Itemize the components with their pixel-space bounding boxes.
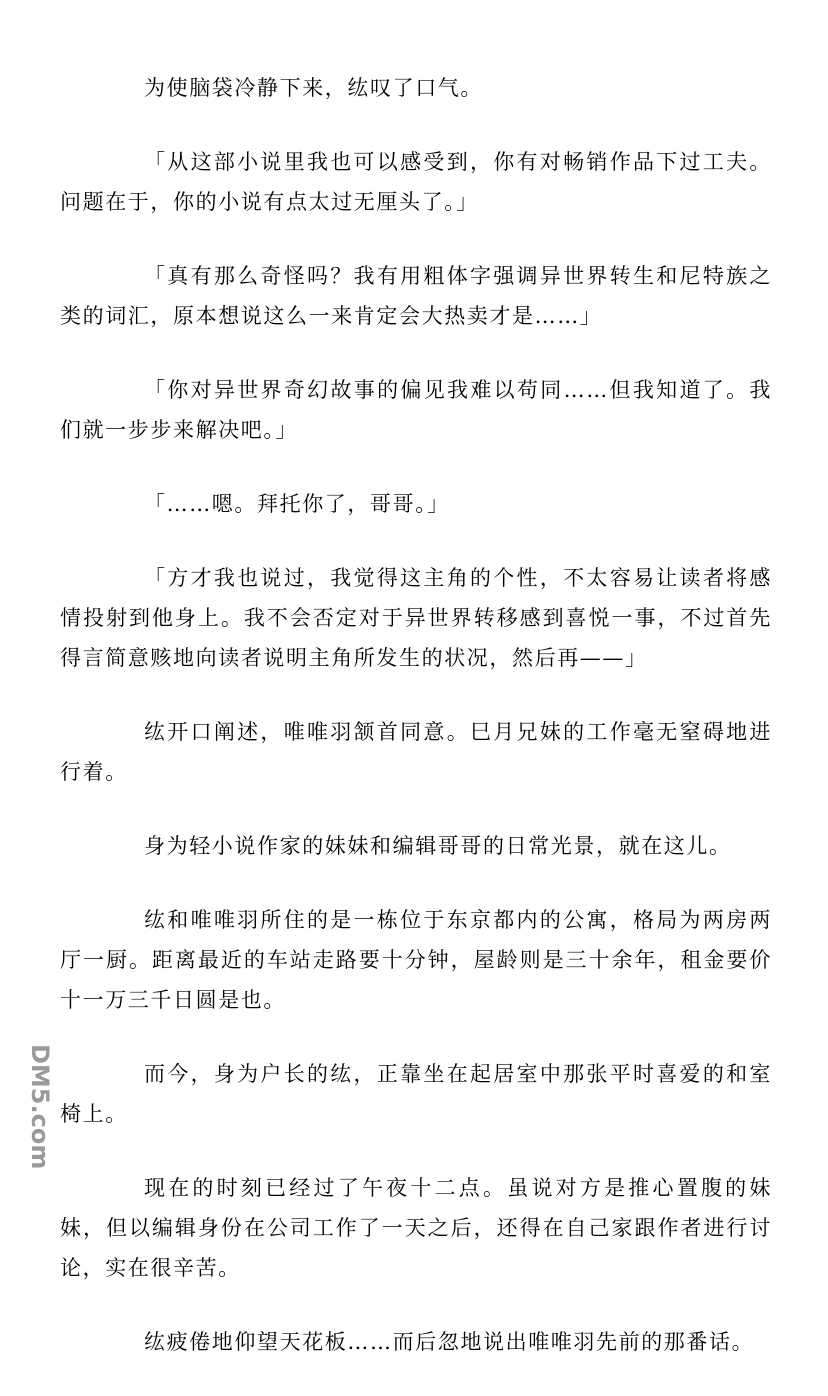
- paragraph: 而今，身为户长的纮，正靠坐在起居室中那张平时喜爱的和室椅上。: [60, 1062, 772, 1126]
- paragraph: 「方才我也说过，我觉得这主角的个性，不太容易让读者将感情投射到他身上。我不会否定对于异世界转移感到喜悦一事，不过首先得言简意赅地向读者说明主角所发生的状况，然后再——」: [60, 566, 772, 670]
- paragraph: 「……嗯。拜托你了，哥哥。」: [144, 492, 450, 516]
- paragraph: 现在的时刻已经过了午夜十二点。虽说对方是推心置腹的妹妹，但以编辑身份在公司工作了一天之后，还得在自己家跟作者进行讨论，实在很辛苦。: [60, 1176, 772, 1280]
- paragraph: 为使脑袋冷静下来，纮叹了口气。: [144, 76, 483, 100]
- paragraph: 纮疲倦地仰望天花板……而后忽地说出唯唯羽先前的那番话。: [144, 1330, 755, 1354]
- paragraph: 纮开口阐述，唯唯羽颔首同意。巳月兄妹的工作毫无窒碍地进行着。: [60, 720, 772, 784]
- paragraph: 「从这部小说里我也可以感受到，你有对畅销作品下过工夫。问题在于，你的小说有点太过无厘头了。」: [60, 150, 772, 214]
- paragraph: 纮和唯唯羽所住的是一栋位于东京都内的公寓，格局为两房两厅一厨。距离最近的车站走路要十分钟，屋龄则是三十余年，租金要价十一万三千日圆是也。: [60, 908, 772, 1012]
- dm5-watermark-logo: [10, 1040, 54, 1170]
- paragraph: 「你对异世界奇幻故事的偏见我难以苟同……但我知道了。我们就一步步来解决吧。」: [60, 378, 772, 442]
- paragraph: 「真有那么奇怪吗？我有用粗体字强调异世界转生和尼特族之类的词汇，原本想说这么一来肯定会大热卖才是……」: [60, 264, 772, 328]
- paragraph: 身为轻小说作家的妹妹和编辑哥哥的日常光景，就在这儿。: [144, 834, 732, 858]
- text-page: [60, 68, 772, 1396]
- svg-text:DM5.com: DM5.com: [26, 1044, 54, 1170]
